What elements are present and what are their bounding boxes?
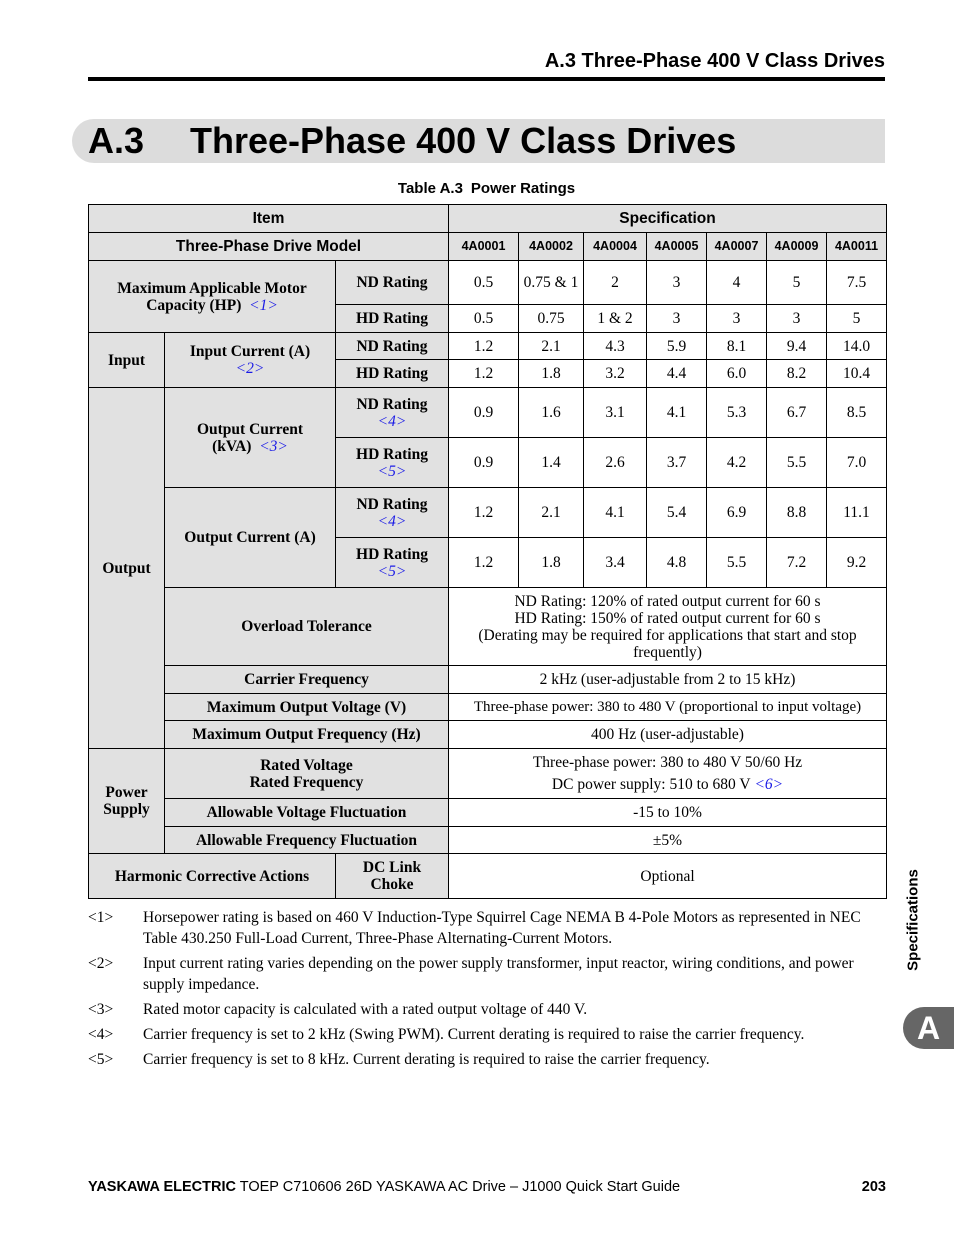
allowable-frequency-fluctuation-label: Allowable Frequency Fluctuation xyxy=(165,827,449,854)
power-supply-label: Power Supply xyxy=(89,749,165,854)
footnote-mark: <2> xyxy=(88,955,114,972)
value-cell: 2 xyxy=(584,261,647,305)
value-cell: 5.4 xyxy=(647,488,707,538)
footnote-ref[interactable]: <1> xyxy=(249,296,278,314)
value-cell: 9.4 xyxy=(767,333,827,360)
output-current-kva-label: Output Current (kVA) <3> xyxy=(165,388,336,488)
value-cell: 3 xyxy=(647,261,707,305)
value-cell: 14.0 xyxy=(827,333,887,360)
nd-rating-label: ND Rating xyxy=(336,261,449,305)
value-cell: 3.2 xyxy=(584,360,647,388)
value-cell: 1.2 xyxy=(449,360,519,388)
value-cell: 5 xyxy=(827,305,887,333)
value-cell: 6.0 xyxy=(707,360,767,388)
model-label: Three-Phase Drive Model xyxy=(89,233,449,261)
max-output-frequency-label: Maximum Output Frequency (Hz) xyxy=(165,721,449,749)
overload-tolerance-label: Overload Tolerance xyxy=(165,588,449,666)
carrier-frequency-label: Carrier Frequency xyxy=(165,666,449,694)
hd-rating-label: HD Rating <5> xyxy=(336,538,449,588)
side-tab-letter[interactable]: A xyxy=(903,1007,954,1049)
value-cell: 9.2 xyxy=(827,538,887,588)
footnote-text: Rated motor capacity is calculated with a rated output voltage of 440 V. xyxy=(143,1001,588,1018)
footnote-mark: <4> xyxy=(88,1026,114,1043)
overload-tolerance-value: ND Rating: 120% of rated output current for 60 s HD Rating: 150% of rated output current for 60 s (Derating may be required for applications that start and stop frequently) xyxy=(449,588,887,666)
value-cell: 3 xyxy=(707,305,767,333)
input-label: Input xyxy=(89,333,165,388)
value-cell: 0.75 xyxy=(519,305,584,333)
footnote-ref[interactable]: <2> xyxy=(235,360,265,377)
value-cell: 1.2 xyxy=(449,538,519,588)
value-cell: 11.1 xyxy=(827,488,887,538)
hd-rating-label: HD Rating xyxy=(336,305,449,333)
allowable-voltage-fluctuation-label: Allowable Voltage Fluctuation xyxy=(165,799,449,827)
hd-rating-label: HD Rating xyxy=(336,360,449,388)
input-current-label: Input Current (A) <2> xyxy=(165,333,336,388)
value-cell: 3.7 xyxy=(647,438,707,488)
model-cell: 4A0002 xyxy=(519,233,584,261)
value-cell: 7.2 xyxy=(767,538,827,588)
footer-brand: YASKAWA ELECTRIC xyxy=(88,1179,236,1195)
value-cell: 2.1 xyxy=(519,488,584,538)
footnote-ref[interactable]: <4> xyxy=(377,412,407,430)
footnote-ref[interactable]: <5> xyxy=(377,562,407,580)
value-cell: 1.8 xyxy=(519,538,584,588)
value-cell: 2.6 xyxy=(584,438,647,488)
value-cell: 5.5 xyxy=(767,438,827,488)
model-cell: 4A0007 xyxy=(707,233,767,261)
max-output-voltage-value: Three-phase power: 380 to 480 V (proportional to input voltage) xyxy=(449,694,887,721)
footnote-text: Input current rating varies depending on the power supply transformer, input reactor, wiring conditions, and power supply impedance. xyxy=(143,955,854,993)
value-cell: 4.1 xyxy=(584,488,647,538)
value-cell: 5.5 xyxy=(707,538,767,588)
table-caption-title: Power Ratings xyxy=(470,180,576,197)
footer-doc-title: TOEP C710606 26D YASKAWA AC Drive – J1000 Quick Start Guide xyxy=(239,1179,681,1195)
nd-rating-label: ND Rating xyxy=(336,333,449,360)
footnote-mark: <1> xyxy=(88,909,114,926)
section-title: Three-Phase 400 V Class Drives xyxy=(190,120,737,161)
value-cell: 8.5 xyxy=(827,388,887,438)
running-header: A.3 Three-Phase 400 V Class Drives xyxy=(544,50,885,72)
value-cell: 8.2 xyxy=(767,360,827,388)
value-cell: 0.9 xyxy=(449,438,519,488)
output-current-a-label: Output Current (A) xyxy=(165,488,336,588)
footnote-ref[interactable]: <4> xyxy=(377,512,407,530)
model-cell: 4A0009 xyxy=(767,233,827,261)
footnote-mark: <5> xyxy=(88,1051,114,1068)
value-cell: 4.3 xyxy=(584,333,647,360)
value-cell: 7.0 xyxy=(827,438,887,488)
model-cell: 4A0001 xyxy=(449,233,519,261)
value-cell: 6.7 xyxy=(767,388,827,438)
harmonic-corrective-actions-label: Harmonic Corrective Actions xyxy=(89,854,336,899)
hd-rating-label: HD Rating <5> xyxy=(336,438,449,488)
footnote xyxy=(88,999,888,1020)
value-cell: 1.2 xyxy=(449,333,519,360)
power-ratings-table xyxy=(88,204,887,899)
footnote xyxy=(88,1049,888,1070)
value-cell: 1.4 xyxy=(519,438,584,488)
footnote xyxy=(88,1024,888,1045)
value-cell: 2.1 xyxy=(519,333,584,360)
value-cell: 5 xyxy=(767,261,827,305)
dc-link-choke-label: DC Link Choke xyxy=(336,854,449,899)
footnote-ref[interactable]: <6> xyxy=(754,775,784,793)
value-cell: 4.8 xyxy=(647,538,707,588)
max-output-frequency-value: 400 Hz (user-adjustable) xyxy=(449,721,887,749)
value-cell: 3 xyxy=(767,305,827,333)
page-footer xyxy=(88,1179,886,1195)
value-cell: 4.1 xyxy=(647,388,707,438)
value-cell: 1.6 xyxy=(519,388,584,438)
header-rule xyxy=(88,77,885,81)
model-cell: 4A0005 xyxy=(647,233,707,261)
rated-voltage-frequency-value: Three-phase power: 380 to 480 V 50/60 Hz DC power supply: 510 to 680 V <6> xyxy=(449,749,887,799)
nd-rating-label: ND Rating <4> xyxy=(336,488,449,538)
value-cell: 1 & 2 xyxy=(584,305,647,333)
carrier-frequency-value: 2 kHz (user-adjustable from 2 to 15 kHz) xyxy=(449,666,887,694)
footnote-text: Horsepower rating is based on 460 V Induction-Type Squirrel Cage NEMA B 4-Pole Motors as represented in NEC Table 430.250 Full-Load Current, Three-Phase Alternating-Current Motors. xyxy=(143,909,861,947)
value-cell: 1.8 xyxy=(519,360,584,388)
header-specification: Specification xyxy=(449,205,887,233)
value-cell: 0.5 xyxy=(449,261,519,305)
max-motor-capacity-label: Maximum Applicable Motor Capacity (HP) <1> xyxy=(89,261,336,333)
value-cell: 5.9 xyxy=(647,333,707,360)
table-caption-label: Table A.3 xyxy=(397,180,463,197)
value-cell: 3.1 xyxy=(584,388,647,438)
value-cell: 0.75 & 1 xyxy=(519,261,584,305)
footnote xyxy=(88,907,888,949)
value-cell: 8.1 xyxy=(707,333,767,360)
allowable-voltage-fluctuation-value: -15 to 10% xyxy=(449,799,887,827)
table-caption xyxy=(88,180,885,197)
footnote xyxy=(88,953,888,995)
value-cell: 4.2 xyxy=(707,438,767,488)
value-cell: 0.5 xyxy=(449,305,519,333)
value-cell: 8.8 xyxy=(767,488,827,538)
footnote-mark: <3> xyxy=(88,1001,114,1018)
max-output-voltage-label: Maximum Output Voltage (V) xyxy=(165,694,449,721)
value-cell: 7.5 xyxy=(827,261,887,305)
value-cell: 4.4 xyxy=(647,360,707,388)
page-number: 203 xyxy=(861,1179,886,1195)
model-cell: 4A0011 xyxy=(827,233,887,261)
value-cell: 1.2 xyxy=(449,488,519,538)
allowable-frequency-fluctuation-value: ±5% xyxy=(449,827,887,854)
header-item: Item xyxy=(89,205,449,233)
footnote-text: Carrier frequency is set to 2 kHz (Swing PWM). Current derating is required to raise the carrier frequency. xyxy=(143,1026,805,1043)
value-cell: 5.3 xyxy=(707,388,767,438)
footnote-ref[interactable]: <5> xyxy=(377,462,407,480)
nd-rating-label: ND Rating <4> xyxy=(336,388,449,438)
value-cell: 6.9 xyxy=(707,488,767,538)
side-tab-label: Specifications xyxy=(904,869,922,971)
value-cell: 3.4 xyxy=(584,538,647,588)
section-number: A.3 xyxy=(88,120,145,161)
harmonic-corrective-actions-value: Optional xyxy=(449,854,887,899)
value-cell: 10.4 xyxy=(827,360,887,388)
footnote-ref[interactable]: <3> xyxy=(259,437,288,455)
value-cell: 4 xyxy=(707,261,767,305)
footnote-text: Carrier frequency is set to 8 kHz. Current derating is required to raise the carrier frequency. xyxy=(143,1051,710,1068)
value-cell: 3 xyxy=(647,305,707,333)
output-label: Output xyxy=(89,388,165,749)
model-cell: 4A0004 xyxy=(584,233,647,261)
footnotes xyxy=(88,907,888,1074)
rated-voltage-frequency-label: Rated Voltage Rated Frequency xyxy=(165,749,449,799)
value-cell: 0.9 xyxy=(449,388,519,438)
